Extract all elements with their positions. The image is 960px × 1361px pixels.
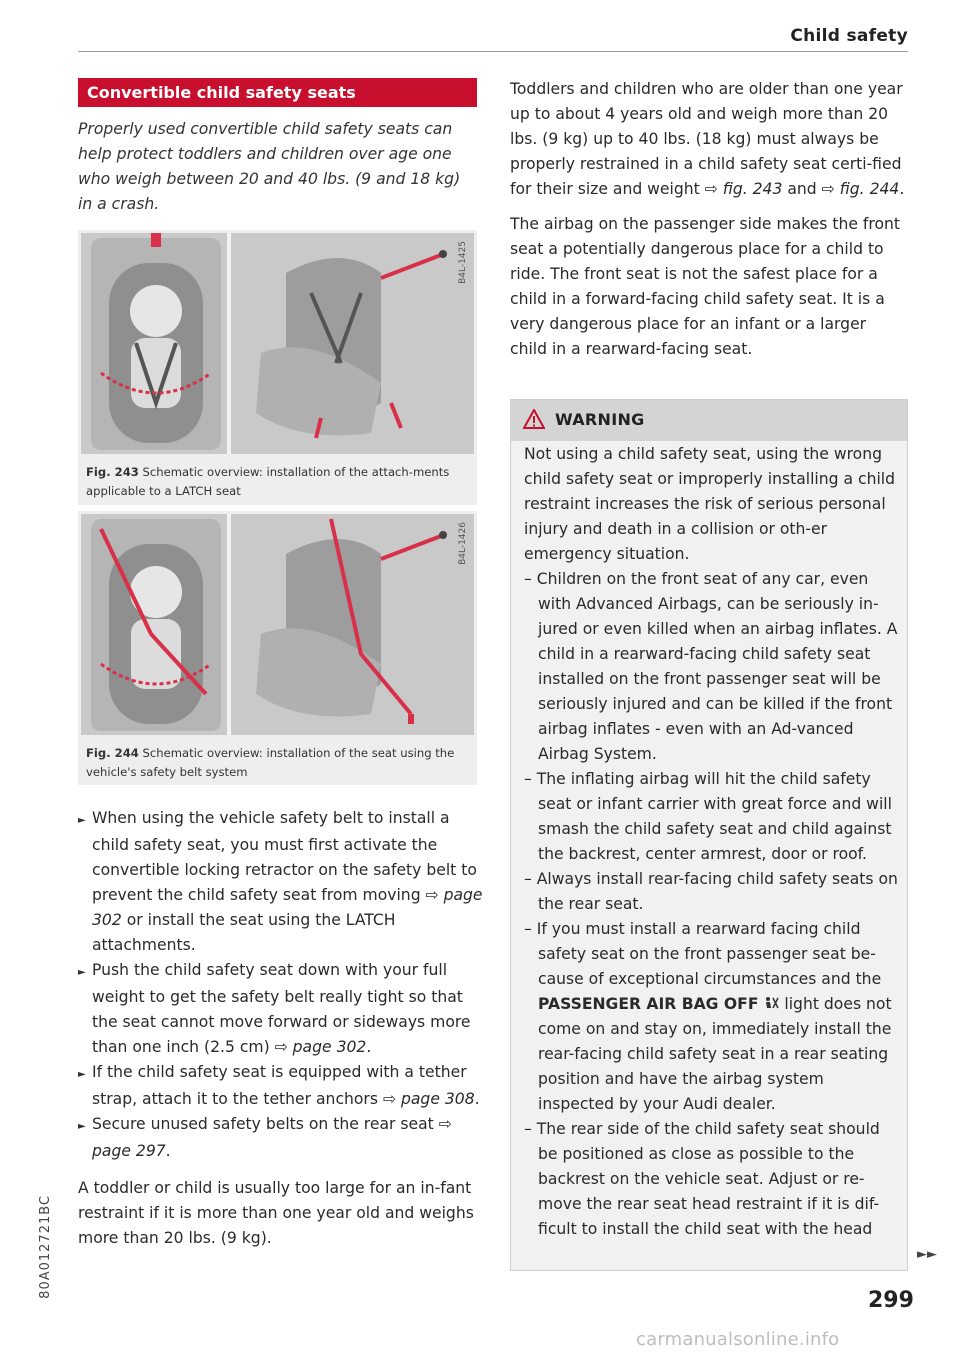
- bullet-triangle-icon: ►: [78, 1069, 86, 1080]
- bullet-triangle-icon: ►: [78, 967, 86, 978]
- body-paragraph: A toddler or child is usually too large for an in-fant restraint if it is more than one year old and weighs more than 20 lbs. (9 kg).: [78, 1179, 474, 1247]
- warning-item: – The inflating airbag will hit the child safety seat or infant carrier with great force and will smash the child safety seat and child against the backrest, center armrest, door or roof.: [524, 770, 892, 863]
- bullet-triangle-icon: ►: [78, 815, 86, 826]
- figure-243: [78, 230, 477, 505]
- instruction-bullet: ► When using the vehicle safety belt to install a child safety seat, you must first activate the convertible locking retractor on the safety belt to prevent the child safety seat from moving ⇨ page 302 or install the seat using the LATCH attachments.: [78, 809, 483, 954]
- figure-244-caption-text: Schematic overview: installation of the seat using the vehicle's safety belt system: [86, 746, 455, 779]
- figure-243-caption: [86, 463, 471, 501]
- bullet-triangle-icon: ►: [78, 1121, 86, 1132]
- page-reference-link[interactable]: ⇨ page 308: [382, 1090, 475, 1108]
- figure-244-caption: [86, 744, 471, 782]
- page-reference-link[interactable]: ⇨ page 297: [92, 1115, 452, 1160]
- figure-244-code: B4L-1426: [458, 522, 468, 565]
- body-paragraph: The airbag on the passenger side makes the front seat a potentially dangerous place for a child to ride. The front seat is not the safest place for a child in a forward-facing child safety seat. It is a very dangerous place for an infant or a larger child in a rearward-facing seat.: [510, 215, 900, 358]
- warning-item: – If you must install a rearward facing child safety seat on the front passenger seat be-cause of exceptional circumstances and the PASSENGER AIR BAG OFF light does not come on and stay on, immediately install the rear-facing child safety seat in a rear seating position and have the airbag system inspected by your Audi dealer.: [524, 920, 892, 1113]
- child-seat-belt-illustration: [81, 514, 474, 735]
- warning-body: [524, 442, 902, 1242]
- warning-title: WARNING: [555, 410, 645, 429]
- figure-244-image: [81, 514, 474, 735]
- watermark: carmanualsonline.info: [636, 1329, 840, 1350]
- figure-244: [78, 511, 477, 785]
- warning-triangle-icon: [523, 409, 545, 429]
- section-heading: Convertible child safety seats: [78, 78, 477, 107]
- figure-243-image: [81, 233, 474, 454]
- warning-box: [510, 399, 908, 1271]
- document-code: 80A012721BC: [38, 1195, 53, 1299]
- figure-reference-link[interactable]: ⇨ fig. 244: [821, 180, 900, 198]
- section-title: Child safety: [790, 26, 908, 46]
- airbag-off-icon: [763, 996, 779, 1010]
- warning-item: – Always install rear-facing child safety seats on the rear seat.: [524, 870, 898, 913]
- body-paragraph: Toddlers and children who are older than one year up to about 4 years old and weigh more than 20 lbs. (9 kg) up to 40 lbs. (18 kg) must always be properly restrained in a child safety seat certi-fied for their size and weight ⇨ fig. 243 and ⇨ fig. 244.: [510, 80, 905, 198]
- figure-243-caption-text: Schematic overview: installation of the attach-ments applicable to a LATCH seat: [86, 465, 450, 498]
- figure-244-label: Fig. 244: [86, 746, 139, 760]
- page-number: 299: [868, 1288, 914, 1313]
- instruction-bullet: ► If the child safety seat is equipped with a tether strap, attach it to the tether anchors ⇨ page 308.: [78, 1063, 480, 1108]
- figure-243-label: Fig. 243: [86, 465, 139, 479]
- header-rule: [78, 51, 908, 52]
- passenger-airbag-off-label: PASSENGER AIR BAG OFF: [538, 995, 759, 1013]
- page-reference-link[interactable]: ⇨ page 302: [92, 886, 483, 929]
- page-reference-link[interactable]: ⇨ page 302: [274, 1038, 367, 1056]
- continue-arrow-icon: ►►: [917, 1247, 937, 1262]
- warning-item: – The rear side of the child safety seat should be positioned as close as possible to the backrest on the vehicle seat. Adjust or re-move the rear seat head restraint if it is dif-ficult to install the child seat with the head: [524, 1120, 880, 1238]
- left-column-body: [78, 806, 483, 1251]
- instruction-bullet: ► Secure unused safety belts on the rear seat ⇨ page 297.: [78, 1115, 452, 1160]
- instruction-bullet: ► Push the child safety seat down with your full weight to get the safety belt really tight so that the seat cannot move forward or sideways more than one inch (2.5 cm) ⇨ page 302.: [78, 961, 471, 1056]
- warning-intro: Not using a child safety seat, using the wrong child safety seat or improperly installing a child restraint increases the risk of serious personal injury and death in a collision or oth-er emergency situation.: [524, 445, 896, 563]
- right-column-body: [510, 77, 908, 372]
- warning-item: – Children on the front seat of any car, even with Advanced Airbags, can be seriously in-jured or even killed when an airbag inflates. A child in a rearward-facing child safety seat installed on the front passenger seat will be seriously injured and can be killed if the front airbag inflates - even with an Ad-vanced Airbag System.: [524, 570, 898, 763]
- intro-text: Properly used convertible child safety seats can help protect toddlers and children over age one who weigh between 20 and 40 lbs. (9 and 18 kg) in a crash.: [78, 120, 461, 213]
- warning-header: [511, 400, 907, 441]
- figure-reference-link[interactable]: ⇨ fig. 243: [704, 180, 783, 198]
- figure-243-code: B4L-1425: [458, 241, 468, 284]
- child-seat-latch-illustration: [81, 233, 474, 454]
